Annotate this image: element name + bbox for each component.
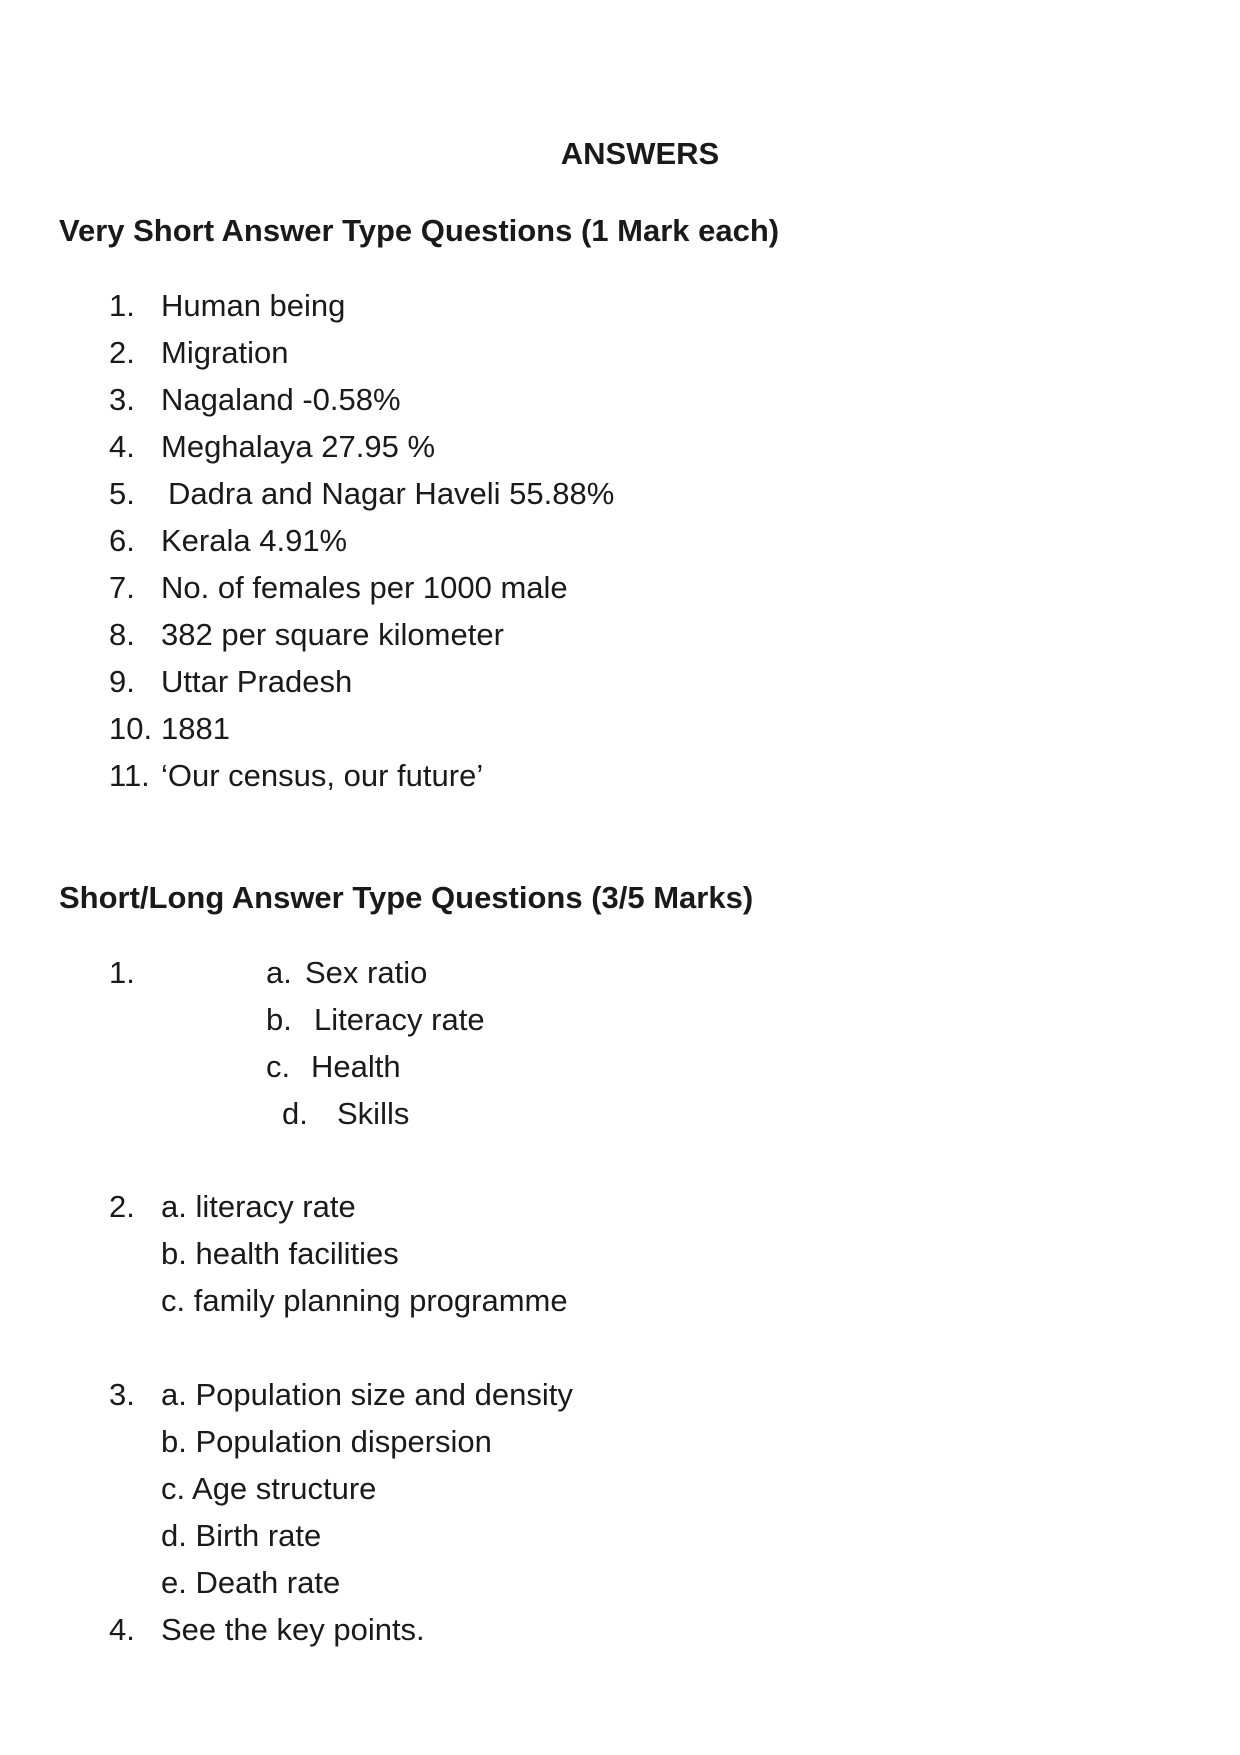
- item-number: 8.: [109, 617, 135, 652]
- sub-text: Skills: [337, 1096, 410, 1131]
- answer-line: a. literacy rate: [161, 1189, 356, 1224]
- answer-line: e. Death rate: [161, 1565, 341, 1600]
- item-text: 382 per square kilometer: [161, 617, 504, 652]
- answer-line: c. family planning programme: [161, 1283, 568, 1318]
- item-number: 2.: [109, 335, 135, 370]
- answer-line: b. health facilities: [161, 1236, 399, 1271]
- answer-line: a. Population size and density: [161, 1377, 573, 1412]
- item-number: 3.: [109, 382, 135, 417]
- item-number: 6.: [109, 523, 135, 558]
- item-text: ‘Our census, our future’: [161, 758, 484, 793]
- item-text: Kerala 4.91%: [161, 523, 348, 558]
- section-heading-very-short: Very Short Answer Type Questions (1 Mark each): [59, 213, 780, 248]
- sub-text: Health: [311, 1049, 401, 1084]
- item-number: 4.: [109, 429, 135, 464]
- answer-line: d. Birth rate: [161, 1518, 322, 1553]
- question-number: 1.: [109, 955, 135, 990]
- sub-letter: c.: [266, 1049, 291, 1084]
- sub-letter: b.: [266, 1002, 292, 1037]
- section-heading-short-long: Short/Long Answer Type Questions (3/5 Marks): [59, 880, 754, 915]
- item-text: Migration: [161, 335, 289, 370]
- answer-line: See the key points.: [161, 1612, 425, 1647]
- sub-text: Literacy rate: [314, 1002, 485, 1037]
- item-number: 10.: [109, 711, 153, 746]
- item-text: 1881: [161, 711, 230, 746]
- item-text: No. of females per 1000 male: [161, 570, 568, 605]
- item-text: Human being: [161, 288, 346, 323]
- page-title: ANSWERS: [560, 136, 720, 171]
- sub-letter: a.: [266, 955, 292, 990]
- item-text: Nagaland -0.58%: [161, 382, 401, 417]
- question-number: 2.: [109, 1189, 135, 1224]
- item-number: 5.: [109, 476, 135, 511]
- question-number: 3.: [109, 1377, 135, 1412]
- item-text: Uttar Pradesh: [161, 664, 353, 699]
- item-number: 1.: [109, 288, 135, 323]
- question-number: 4.: [109, 1612, 135, 1647]
- item-text: Meghalaya 27.95 %: [161, 429, 436, 464]
- answer-line: c. Age structure: [161, 1471, 377, 1506]
- sub-text: Sex ratio: [305, 955, 428, 990]
- item-number: 9.: [109, 664, 135, 699]
- sub-letter: d.: [282, 1096, 308, 1131]
- item-number: 11.: [109, 758, 150, 793]
- answer-line: b. Population dispersion: [161, 1424, 492, 1459]
- item-number: 7.: [109, 570, 135, 605]
- item-text: Dadra and Nagar Haveli 55.88%: [168, 476, 615, 511]
